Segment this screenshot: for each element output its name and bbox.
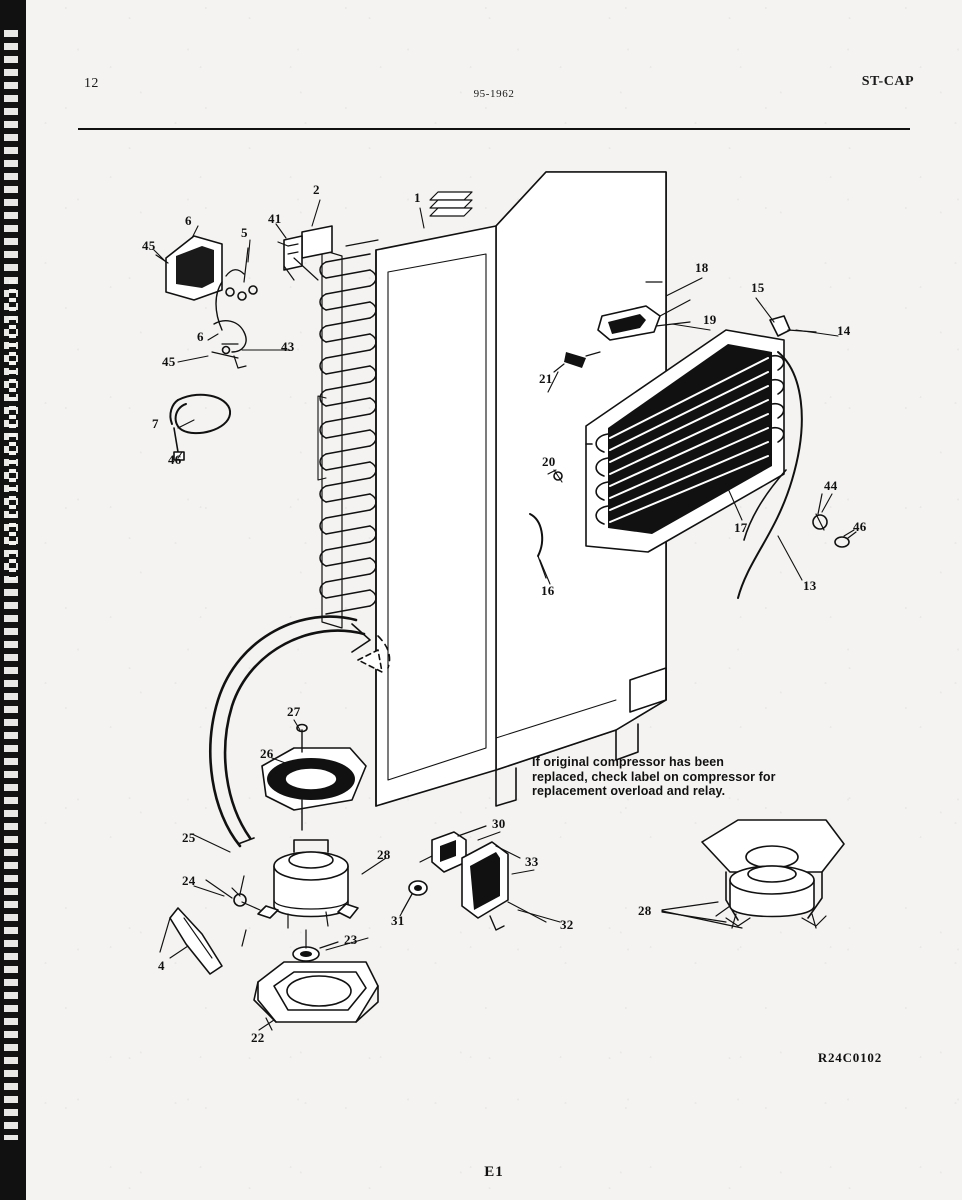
model-code: ST-CAP: [861, 74, 914, 89]
callout-44: 44: [824, 478, 838, 493]
callout-32: 32: [560, 917, 574, 932]
callout-15: 15: [751, 280, 765, 295]
callout-24: 24: [182, 873, 196, 888]
compressor-replacement-note: If original compressor has been replaced, check label on compressor for replacement overload and relay.: [532, 755, 776, 799]
callout-6-upper: 6: [185, 213, 192, 228]
page-footer-label: E1: [484, 1164, 504, 1180]
callout-17: 17: [734, 520, 748, 535]
callout-26: 26: [260, 746, 274, 761]
callout-18: 18: [695, 260, 709, 275]
callout-45-lower: 45: [162, 354, 176, 369]
scanner-film-strip-secondary: [9, 280, 16, 580]
callout-30: 30: [492, 816, 506, 831]
callout-25: 25: [182, 830, 196, 845]
callout-4: 4: [158, 958, 165, 973]
callout-5: 5: [241, 225, 248, 240]
callout-20: 20: [542, 454, 556, 469]
callout-13: 13: [803, 578, 817, 593]
callout-31: 31: [391, 913, 405, 928]
callout-1: 1: [414, 190, 421, 205]
callout-41: 41: [268, 211, 282, 226]
callout-2: 2: [313, 182, 320, 197]
callout-27: 27: [287, 704, 301, 719]
callout-19: 19: [703, 312, 717, 327]
page-number: 12: [84, 76, 99, 91]
callout-45-upper: 45: [142, 238, 156, 253]
scanner-film-strip: [4, 30, 18, 1140]
callout-7: 7: [152, 416, 159, 431]
callout-16: 16: [541, 583, 555, 598]
parts-diagram-artwork: [26, 0, 962, 1200]
callout-28-right: 28: [638, 903, 652, 918]
callout-14: 14: [837, 323, 851, 338]
callout-23: 23: [344, 932, 358, 947]
callout-6-lower: 6: [197, 329, 204, 344]
callout-46-right: 46: [853, 519, 867, 534]
callout-22: 22: [251, 1030, 265, 1045]
callout-21: 21: [539, 371, 553, 386]
callout-46-left: 46: [168, 452, 182, 467]
publication-number: 95-1962: [473, 88, 515, 100]
manual-page: [26, 0, 962, 1200]
callout-33: 33: [525, 854, 539, 869]
callout-43: 43: [281, 339, 295, 354]
callout-28-left: 28: [377, 847, 391, 862]
figure-code: R24C0102: [817, 1050, 882, 1065]
